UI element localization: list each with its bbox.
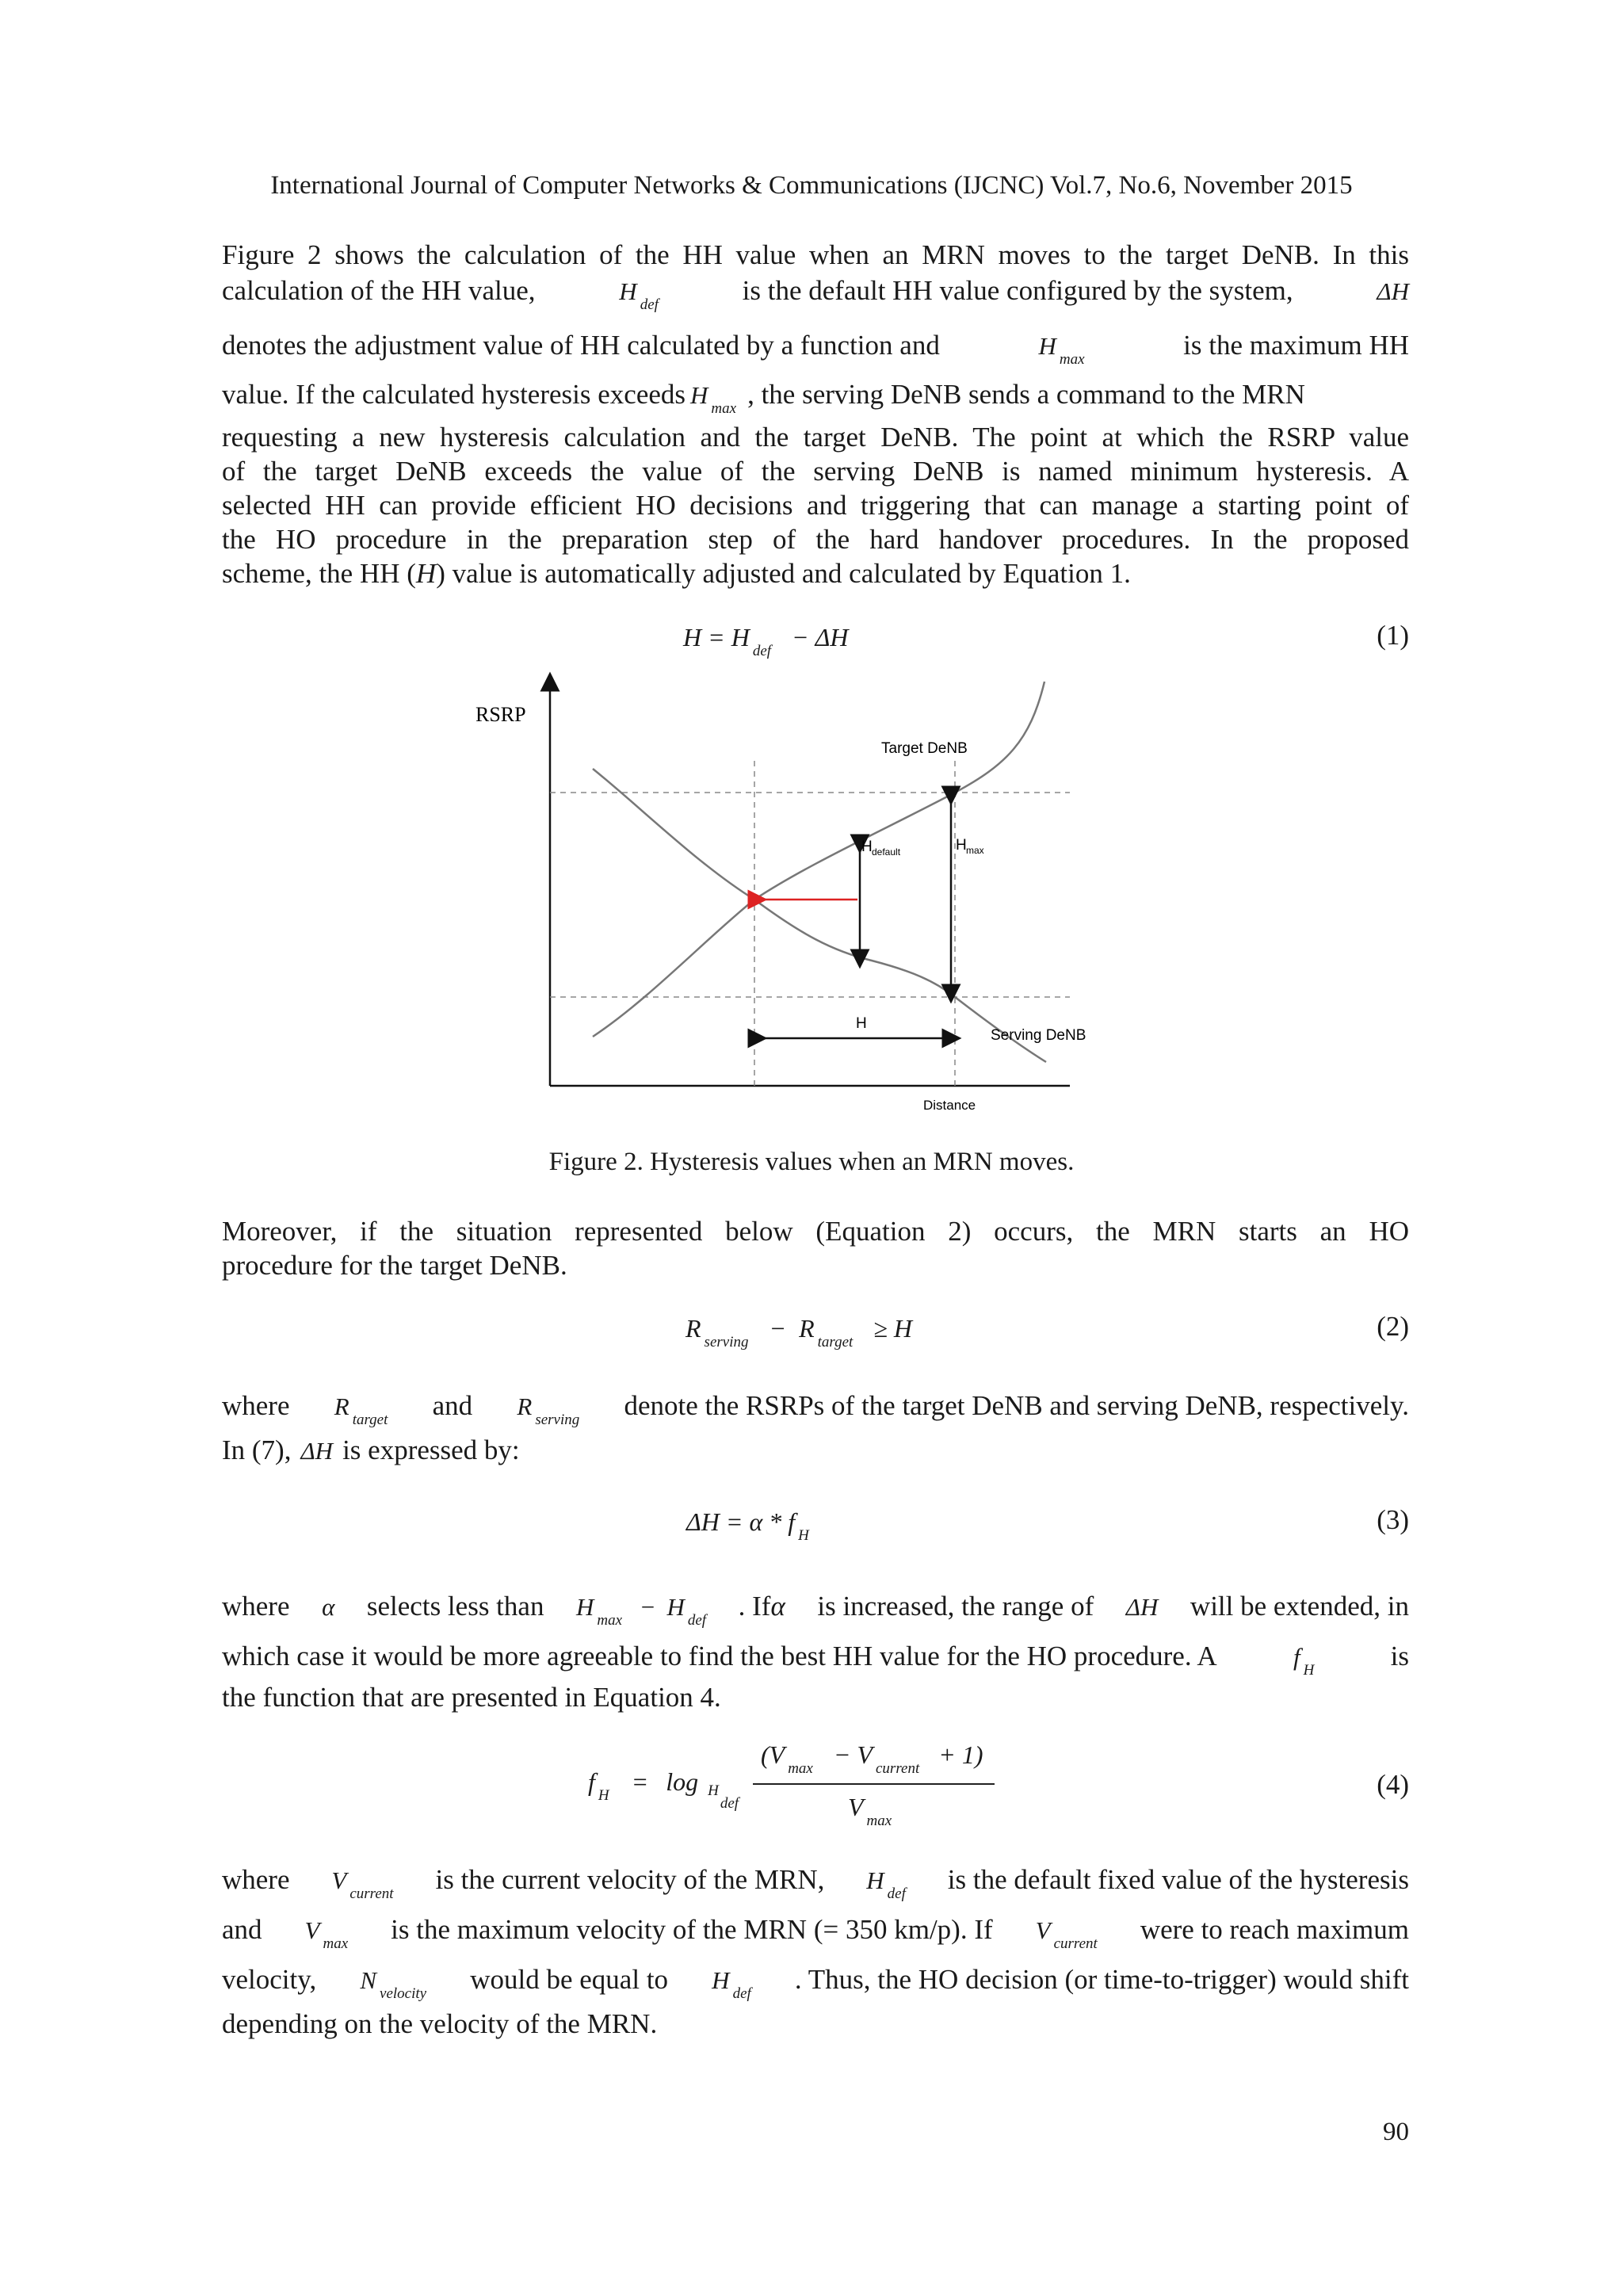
p3-line-1: where R $_{target}$ and R $_{serving}$ denote the RSRPs of the target DeNB and serving DeNB, respectively.: [222, 1390, 1409, 1428]
p5-line-4: depending on the velocity of the MRN.: [222, 2008, 658, 2039]
h-max-label-sub: max: [966, 845, 984, 856]
p1-line-4: value. If the calculated hysteresis exceeds H $_{max}$ , the serving DeNB sends a command to the MRN: [222, 379, 1305, 417]
p5-line-2: and V $_{max}$ is the maximum velocity of the MRN (= 350 km/p). If V $_{current}$ were to reach maximum: [222, 1914, 1409, 1952]
p1-line-7: selected HH can provide efficient HO decisions and triggering that can manage a starting point of: [222, 490, 1409, 521]
equation-1: H = H $_{def}$ − ΔH: [683, 623, 849, 659]
equation-3-number: (3): [1377, 1504, 1409, 1535]
p1-line-6: of the target DeNB exceeds the value of the serving DeNB is named minimum hysteresis. A: [222, 456, 1409, 487]
figure-caption: Figure 2. Hysteresis values when an MRN moves.: [548, 1148, 1075, 1176]
equation-1-number: (1): [1377, 620, 1409, 651]
paragraph-2: Moreover, if the situation represented below (Equation 2) occurs, the MRN starts an HO procedure for the target DeNB.: [222, 1216, 1409, 1281]
h-max-symbol: H $_{max}$: [690, 381, 737, 417]
p5-line-1: where V $_{current}$ is the current velocity of the MRN, H $_{def}$ is the default fixed value of the hysteresis: [222, 1864, 1409, 1902]
target-denb-label: Target DeNB: [881, 740, 968, 757]
equation-2: R $_{serving}$ − R $_{target}$ ≥ H: [685, 1314, 912, 1350]
delta-h-symbol: ΔH: [1377, 277, 1409, 305]
p4-line-2: which case it would be more agreeable to find the best HH value for the HO procedure. A f $_H$ is: [222, 1641, 1409, 1679]
equation-3: ΔH = α * f $_H$: [686, 1507, 809, 1544]
page-number: 90: [1383, 2118, 1409, 2146]
serving-denb-label: Serving DeNB: [991, 1027, 1086, 1044]
equation-4-numerator: (V $_{max}$ − V $_{current}$ + 1): [761, 1740, 983, 1777]
r-serving-symbol: R $_{serving}$: [517, 1392, 580, 1428]
p4-line-3: the function that are presented in Equation 4.: [222, 1682, 721, 1713]
equation-4-denominator: V $_{max}$: [848, 1793, 892, 1829]
f-h-symbol: f $_H$: [1293, 1643, 1315, 1679]
p4-line-1: where α selects less than H $_{max}$ − H $_{def}$ . Ifα is increased, the range of ΔH will be extended, in: [222, 1591, 1409, 1629]
p3-line-2: In (7), ΔH is expressed by:: [222, 1435, 520, 1465]
equation-4-number: (4): [1377, 1769, 1409, 1800]
h-max-symbol: H $_{max}$: [1038, 332, 1085, 368]
equation-4-lhs: f $_H = \log H_{def}$: [588, 1767, 739, 1812]
h-default-label-sub: default: [872, 846, 901, 858]
p1-line-8: the HO procedure in the preparation step of the hard handover procedures. In the proposed: [222, 524, 1409, 555]
journal-header: International Journal of Computer Networks & Communications (IJCNC) Vol.7, No.6, November 2015: [270, 171, 1353, 200]
paragraph-1: [222, 238, 1409, 272]
y-axis-label: RSRP: [475, 703, 526, 726]
h-label: H: [856, 1015, 867, 1032]
hysteresis-figure: [444, 666, 1125, 1133]
p1-line-9: scheme, the HH (H) value is automatically adjusted and calculated by Equation 1.: [222, 558, 1131, 589]
x-axis-label: Distance: [923, 1098, 976, 1113]
p1-rest: [222, 420, 1409, 590]
h-default-label-main: H: [861, 839, 873, 855]
serving-denb-curve: [593, 769, 1046, 1062]
p1-line-3: denotes the adjustment value of HH calculated by a function and H $_{max}$ is the maximum HH: [222, 330, 1409, 368]
p1-line-2: calculation of the HH value, H $_{def}$ is the default HH value configured by the system, ΔH: [222, 275, 1409, 313]
equation-4-fraction-bar: [753, 1783, 995, 1785]
target-denb-curve: [593, 682, 1044, 1037]
p5-line-3: velocity, N $_{velocity}$ would be equal to H $_{def}$ . Thus, the HO decision (or time-to-trigger) would shift: [222, 1964, 1409, 2002]
equation-2-number: (2): [1377, 1311, 1409, 1342]
h-max-label-main: H: [956, 837, 967, 854]
r-target-symbol: R $_{target}$: [334, 1392, 388, 1428]
p1-line-5: requesting a new hysteresis calculation and the target DeNB. The point at which the RSRP value: [222, 422, 1409, 453]
h-def-symbol: H $_{def}$: [619, 277, 659, 313]
p1-line-1: Figure 2 shows the calculation of the HH value when an MRN moves to the target DeNB. In this: [222, 239, 1409, 270]
